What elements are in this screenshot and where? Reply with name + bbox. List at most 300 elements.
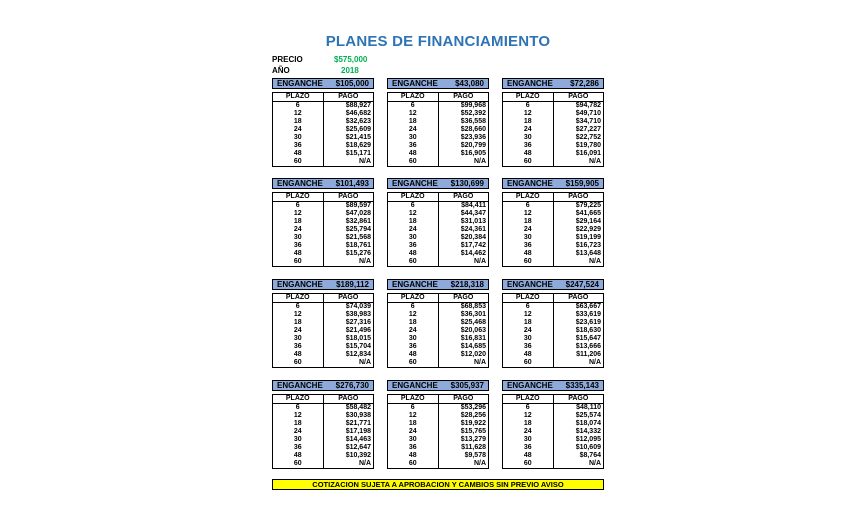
table-row (388, 102, 489, 111)
table-row (388, 319, 489, 327)
pago-cell: $36,301 (460, 311, 486, 318)
plazo-cell: 18 (503, 319, 554, 327)
payment-table (387, 92, 489, 167)
table-row (388, 335, 489, 343)
enganche-amount: $43,080 (455, 79, 484, 88)
table-row (273, 110, 374, 118)
pago-cell: N/A (588, 460, 601, 467)
table-row (388, 436, 489, 444)
plan-block (272, 380, 374, 469)
pago-cell: $11,206 (576, 351, 601, 358)
plazo-cell: 36 (503, 242, 554, 250)
pago-cell: $22,752 (575, 134, 601, 141)
payment-table-header (273, 294, 374, 303)
table-row (388, 158, 489, 167)
table-row (503, 359, 604, 368)
payment-table-header (273, 193, 374, 202)
plazo-cell: 36 (388, 343, 439, 351)
table-row (503, 134, 604, 142)
pago-column-header: PAGO (553, 193, 604, 202)
pago-cell: $27,316 (345, 319, 371, 326)
table-row (273, 404, 374, 413)
enganche-label: ENGANCHE (277, 280, 323, 289)
pago-cell: N/A (473, 460, 486, 467)
pago-cell: $94,782 (575, 102, 601, 109)
payment-table-header (388, 294, 489, 303)
table-row (273, 250, 374, 258)
precio-label: PRECIO (272, 55, 303, 64)
plazo-column-header: PLAZO (388, 395, 439, 404)
pago-cell: N/A (473, 158, 486, 165)
plazo-cell: 12 (388, 412, 439, 420)
pago-cell: $36,558 (460, 118, 486, 125)
pago-cell: $15,171 (345, 150, 371, 157)
enganche-amount: $189,112 (336, 280, 369, 289)
plazo-cell: 12 (388, 311, 439, 319)
table-row (388, 412, 489, 420)
table-row (388, 420, 489, 428)
pago-cell: $79,225 (575, 202, 601, 209)
pago-cell: $32,623 (345, 118, 371, 125)
enganche-amount: $130,699 (450, 179, 484, 188)
table-row (388, 226, 489, 234)
plazo-cell: 30 (503, 234, 554, 242)
table-row (388, 359, 489, 368)
pago-cell: $15,765 (460, 428, 486, 435)
pago-cell: $47,028 (345, 210, 371, 217)
pago-cell: $14,462 (460, 250, 486, 257)
plazo-cell: 60 (273, 359, 324, 368)
plazo-cell: 36 (503, 142, 554, 150)
enganche-amount: $159,905 (565, 179, 599, 188)
table-row (503, 444, 604, 452)
table-row (503, 234, 604, 242)
payment-table-header (503, 93, 604, 102)
plazo-cell: 48 (388, 452, 439, 460)
table-row (273, 142, 374, 150)
plazo-cell: 48 (503, 351, 554, 359)
pago-cell: $44,347 (460, 210, 486, 217)
plan-header (272, 178, 374, 189)
pago-cell: $10,609 (575, 444, 601, 451)
plazo-cell: 6 (273, 102, 324, 111)
plazo-cell: 48 (273, 351, 324, 359)
enganche-amount: $305,937 (450, 381, 484, 390)
pago-cell: $19,780 (575, 142, 601, 149)
plazo-cell: 24 (388, 226, 439, 234)
pago-cell: $53,296 (460, 404, 486, 411)
table-row (503, 258, 604, 267)
enganche-label: ENGANCHE (507, 381, 553, 390)
pago-cell: $27,227 (575, 126, 601, 133)
table-row (388, 242, 489, 250)
table-row (503, 319, 604, 327)
plazo-cell: 6 (273, 303, 324, 312)
plazo-cell: 12 (388, 110, 439, 118)
pago-cell: $21,771 (345, 420, 371, 427)
pago-cell: $14,685 (460, 343, 486, 350)
enganche-amount: $247,524 (565, 280, 599, 289)
plazo-cell: 24 (503, 428, 554, 436)
payment-table (272, 293, 374, 368)
pago-column-header: PAGO (438, 193, 489, 202)
plan-header (272, 78, 374, 89)
table-row (503, 142, 604, 150)
pago-cell: $29,164 (575, 218, 601, 225)
enganche-label: ENGANCHE (392, 79, 438, 88)
plan-header (272, 380, 374, 391)
plan-block (272, 78, 374, 167)
pago-cell: $89,597 (345, 202, 371, 209)
plazo-cell: 30 (273, 335, 324, 343)
pago-cell: $12,834 (345, 351, 371, 358)
pago-column-header: PAGO (323, 193, 374, 202)
table-row (273, 202, 374, 211)
pago-cell: $18,761 (345, 242, 371, 249)
pago-cell: $13,648 (575, 250, 601, 257)
plan-block (387, 78, 489, 167)
plazo-cell: 60 (273, 258, 324, 267)
plazo-cell: 60 (273, 158, 324, 167)
pago-cell: $38,983 (345, 311, 371, 318)
pago-cell: $24,361 (460, 226, 486, 233)
table-row (273, 303, 374, 312)
pago-cell: $34,710 (575, 118, 601, 125)
plazo-cell: 30 (388, 436, 439, 444)
pago-cell: $16,723 (575, 242, 601, 249)
plan-header (387, 178, 489, 189)
plan-header (387, 78, 489, 89)
plazo-cell: 18 (503, 420, 554, 428)
table-row (273, 436, 374, 444)
table-row (388, 250, 489, 258)
pago-cell: $19,922 (460, 420, 486, 427)
table-row (503, 412, 604, 420)
plazo-cell: 60 (503, 460, 554, 469)
table-row (273, 359, 374, 368)
plazo-cell: 6 (503, 303, 554, 312)
pago-cell: $52,392 (460, 110, 486, 117)
table-row (273, 335, 374, 343)
enganche-label: ENGANCHE (392, 381, 438, 390)
enganche-label: ENGANCHE (277, 179, 323, 188)
plazo-cell: 60 (503, 359, 554, 368)
plazo-cell: 12 (273, 311, 324, 319)
pago-cell: N/A (358, 460, 371, 467)
plazo-cell: 30 (503, 134, 554, 142)
enganche-amount: $72,286 (570, 79, 599, 88)
plazo-cell: 60 (388, 158, 439, 167)
payment-table-header (503, 193, 604, 202)
table-row (273, 460, 374, 469)
pago-cell: $25,574 (575, 412, 601, 419)
plazo-cell: 48 (503, 250, 554, 258)
table-row (273, 234, 374, 242)
table-row (388, 202, 489, 211)
pago-cell: N/A (588, 258, 601, 265)
plazo-cell: 18 (388, 319, 439, 327)
plazo-cell: 24 (388, 327, 439, 335)
table-row (503, 460, 604, 469)
table-row (273, 126, 374, 134)
plazo-column-header: PLAZO (273, 294, 324, 303)
enganche-amount: $218,318 (450, 280, 484, 289)
table-row (503, 351, 604, 359)
table-row (273, 134, 374, 142)
plan-header (272, 279, 374, 290)
enganche-amount: $105,000 (335, 79, 369, 88)
payment-table (502, 394, 604, 469)
table-row (503, 158, 604, 167)
payment-table (502, 92, 604, 167)
pago-column-header: PAGO (553, 294, 604, 303)
plazo-cell: 6 (388, 303, 439, 312)
table-row (503, 452, 604, 460)
pago-cell: $21,496 (345, 327, 371, 334)
table-row (388, 150, 489, 158)
table-row (273, 226, 374, 234)
plan-block (502, 178, 604, 267)
pago-cell: $18,074 (575, 420, 601, 427)
pago-cell: $21,568 (345, 234, 371, 241)
plazo-column-header: PLAZO (503, 395, 554, 404)
plazo-cell: 48 (388, 150, 439, 158)
plan-block (502, 380, 604, 469)
plazo-cell: 48 (503, 150, 554, 158)
plazo-cell: 12 (273, 412, 324, 420)
pago-column-header: PAGO (553, 395, 604, 404)
plazo-cell: 24 (503, 226, 554, 234)
plazo-cell: 12 (503, 311, 554, 319)
plazo-cell: 12 (503, 210, 554, 218)
anio-row (272, 66, 372, 76)
pago-cell: $17,742 (460, 242, 486, 249)
pago-cell: $9,578 (464, 452, 486, 459)
plazo-cell: 36 (273, 444, 324, 452)
pago-cell: $18,629 (345, 142, 371, 149)
plazo-cell: 30 (503, 335, 554, 343)
plazo-cell: 6 (273, 404, 324, 413)
page-title: PLANES DE FINANCIAMIENTO (325, 33, 551, 50)
pago-cell: $31,013 (460, 218, 486, 225)
pago-cell: $88,927 (345, 102, 371, 109)
pago-cell: $99,968 (460, 102, 486, 109)
table-row (388, 234, 489, 242)
plazo-cell: 48 (388, 250, 439, 258)
table-row (503, 150, 604, 158)
table-row (503, 102, 604, 111)
plazo-cell: 48 (273, 150, 324, 158)
plazo-cell: 6 (273, 202, 324, 211)
table-row (388, 351, 489, 359)
plazo-cell: 18 (273, 319, 324, 327)
pago-column-header: PAGO (438, 93, 489, 102)
table-row (503, 210, 604, 218)
plazo-column-header: PLAZO (388, 193, 439, 202)
plazo-cell: 30 (388, 234, 439, 242)
pago-cell: N/A (588, 158, 601, 165)
plazo-cell: 36 (388, 142, 439, 150)
table-row (503, 218, 604, 226)
table-row (388, 460, 489, 469)
pago-cell: $11,628 (461, 444, 486, 451)
plazo-cell: 24 (503, 126, 554, 134)
payment-table-header (388, 193, 489, 202)
plazo-cell: 36 (388, 444, 439, 452)
plans-grid (272, 78, 604, 474)
table-row (388, 404, 489, 413)
pago-cell: $84,411 (461, 202, 486, 209)
pago-cell: $12,095 (575, 436, 601, 443)
pago-cell: $20,384 (460, 234, 486, 241)
pago-cell: $28,256 (460, 412, 486, 419)
plazo-cell: 18 (503, 218, 554, 226)
pago-column-header: PAGO (323, 395, 374, 404)
table-row (503, 420, 604, 428)
table-row (273, 420, 374, 428)
plan-header (502, 78, 604, 89)
plan-block (387, 178, 489, 267)
enganche-label: ENGANCHE (392, 280, 438, 289)
table-row (273, 118, 374, 126)
pago-column-header: PAGO (323, 93, 374, 102)
plazo-cell: 30 (273, 436, 324, 444)
pago-cell: $13,666 (575, 343, 601, 350)
plazo-cell: 18 (388, 420, 439, 428)
plazo-cell: 30 (388, 335, 439, 343)
plazo-cell: 6 (388, 202, 439, 211)
pago-cell: $13,279 (460, 436, 486, 443)
plazo-cell: 48 (388, 351, 439, 359)
table-row (503, 202, 604, 211)
pago-cell: $25,609 (345, 126, 371, 133)
table-row (503, 110, 604, 118)
plazo-cell: 36 (503, 343, 554, 351)
table-row (273, 242, 374, 250)
table-row (388, 444, 489, 452)
payment-table-header (273, 93, 374, 102)
table-row (273, 351, 374, 359)
plan-block (272, 279, 374, 368)
pago-cell: $68,853 (460, 303, 486, 310)
pago-cell: $12,647 (345, 444, 371, 451)
precio-value: $575,000 (334, 55, 368, 64)
anio-label: AÑO (272, 66, 290, 75)
table-row (503, 343, 604, 351)
pago-cell: N/A (358, 359, 371, 366)
payment-table (387, 192, 489, 267)
plazo-cell: 24 (273, 126, 324, 134)
plazo-cell: 12 (388, 210, 439, 218)
disclaimer-banner: COTIZACION SUJETA A APROBACION Y CAMBIOS SIN PREVIO AVISO (272, 479, 604, 490)
plazo-cell: 48 (273, 250, 324, 258)
table-row (273, 158, 374, 167)
plazo-cell: 6 (503, 102, 554, 111)
pago-cell: $20,063 (460, 327, 486, 334)
payment-table-header (388, 395, 489, 404)
table-row (388, 210, 489, 218)
pago-cell: $25,794 (345, 226, 371, 233)
pago-cell: N/A (358, 258, 371, 265)
pago-cell: $58,482 (345, 404, 371, 411)
plan-header (502, 178, 604, 189)
plazo-cell: 30 (388, 134, 439, 142)
plazo-cell: 24 (273, 428, 324, 436)
table-row (273, 444, 374, 452)
payment-table-header (388, 93, 489, 102)
pago-column-header: PAGO (438, 294, 489, 303)
table-row (503, 126, 604, 134)
plazo-cell: 6 (388, 404, 439, 413)
plazo-column-header: PLAZO (388, 294, 439, 303)
enganche-amount: $276,730 (335, 381, 369, 390)
plan-header (387, 380, 489, 391)
pago-cell: $49,710 (575, 110, 601, 117)
pago-cell: $12,020 (460, 351, 486, 358)
payment-table (387, 394, 489, 469)
enganche-label: ENGANCHE (507, 179, 553, 188)
plazo-cell: 18 (273, 420, 324, 428)
enganche-label: ENGANCHE (392, 179, 438, 188)
pago-cell: $16,091 (575, 150, 601, 157)
table-row (273, 452, 374, 460)
pago-cell: $23,619 (575, 319, 601, 326)
plan-block (502, 78, 604, 167)
plazo-cell: 12 (273, 210, 324, 218)
plazo-cell: 24 (273, 327, 324, 335)
table-row (503, 404, 604, 413)
table-row (388, 142, 489, 150)
table-row (273, 102, 374, 111)
plazo-cell: 18 (273, 218, 324, 226)
enganche-amount: $101,493 (335, 179, 369, 188)
payment-table-header (503, 294, 604, 303)
table-row (388, 452, 489, 460)
table-row (273, 428, 374, 436)
table-row (388, 118, 489, 126)
enganche-label: ENGANCHE (507, 280, 553, 289)
table-row (503, 250, 604, 258)
plan-header (502, 279, 604, 290)
plazo-cell: 18 (503, 118, 554, 126)
plazo-cell: 36 (273, 242, 324, 250)
table-row (273, 150, 374, 158)
plan-header (387, 279, 489, 290)
enganche-label: ENGANCHE (507, 79, 553, 88)
table-row (388, 134, 489, 142)
enganche-label: ENGANCHE (277, 79, 323, 88)
plazo-column-header: PLAZO (503, 93, 554, 102)
plazo-cell: 48 (503, 452, 554, 460)
table-row (388, 258, 489, 267)
table-row (503, 118, 604, 126)
table-row (273, 327, 374, 335)
table-row (273, 343, 374, 351)
plazo-column-header: PLAZO (503, 294, 554, 303)
pago-cell: $25,468 (460, 319, 486, 326)
plazo-cell: 36 (388, 242, 439, 250)
payment-table (272, 394, 374, 469)
table-row (273, 412, 374, 420)
plan-block (387, 279, 489, 368)
pago-cell: $22,929 (575, 226, 601, 233)
plazo-cell: 12 (503, 412, 554, 420)
plazo-cell: 36 (273, 343, 324, 351)
plazo-cell: 18 (388, 118, 439, 126)
pago-cell: $32,861 (345, 218, 371, 225)
plazo-cell: 30 (503, 436, 554, 444)
table-row (503, 436, 604, 444)
